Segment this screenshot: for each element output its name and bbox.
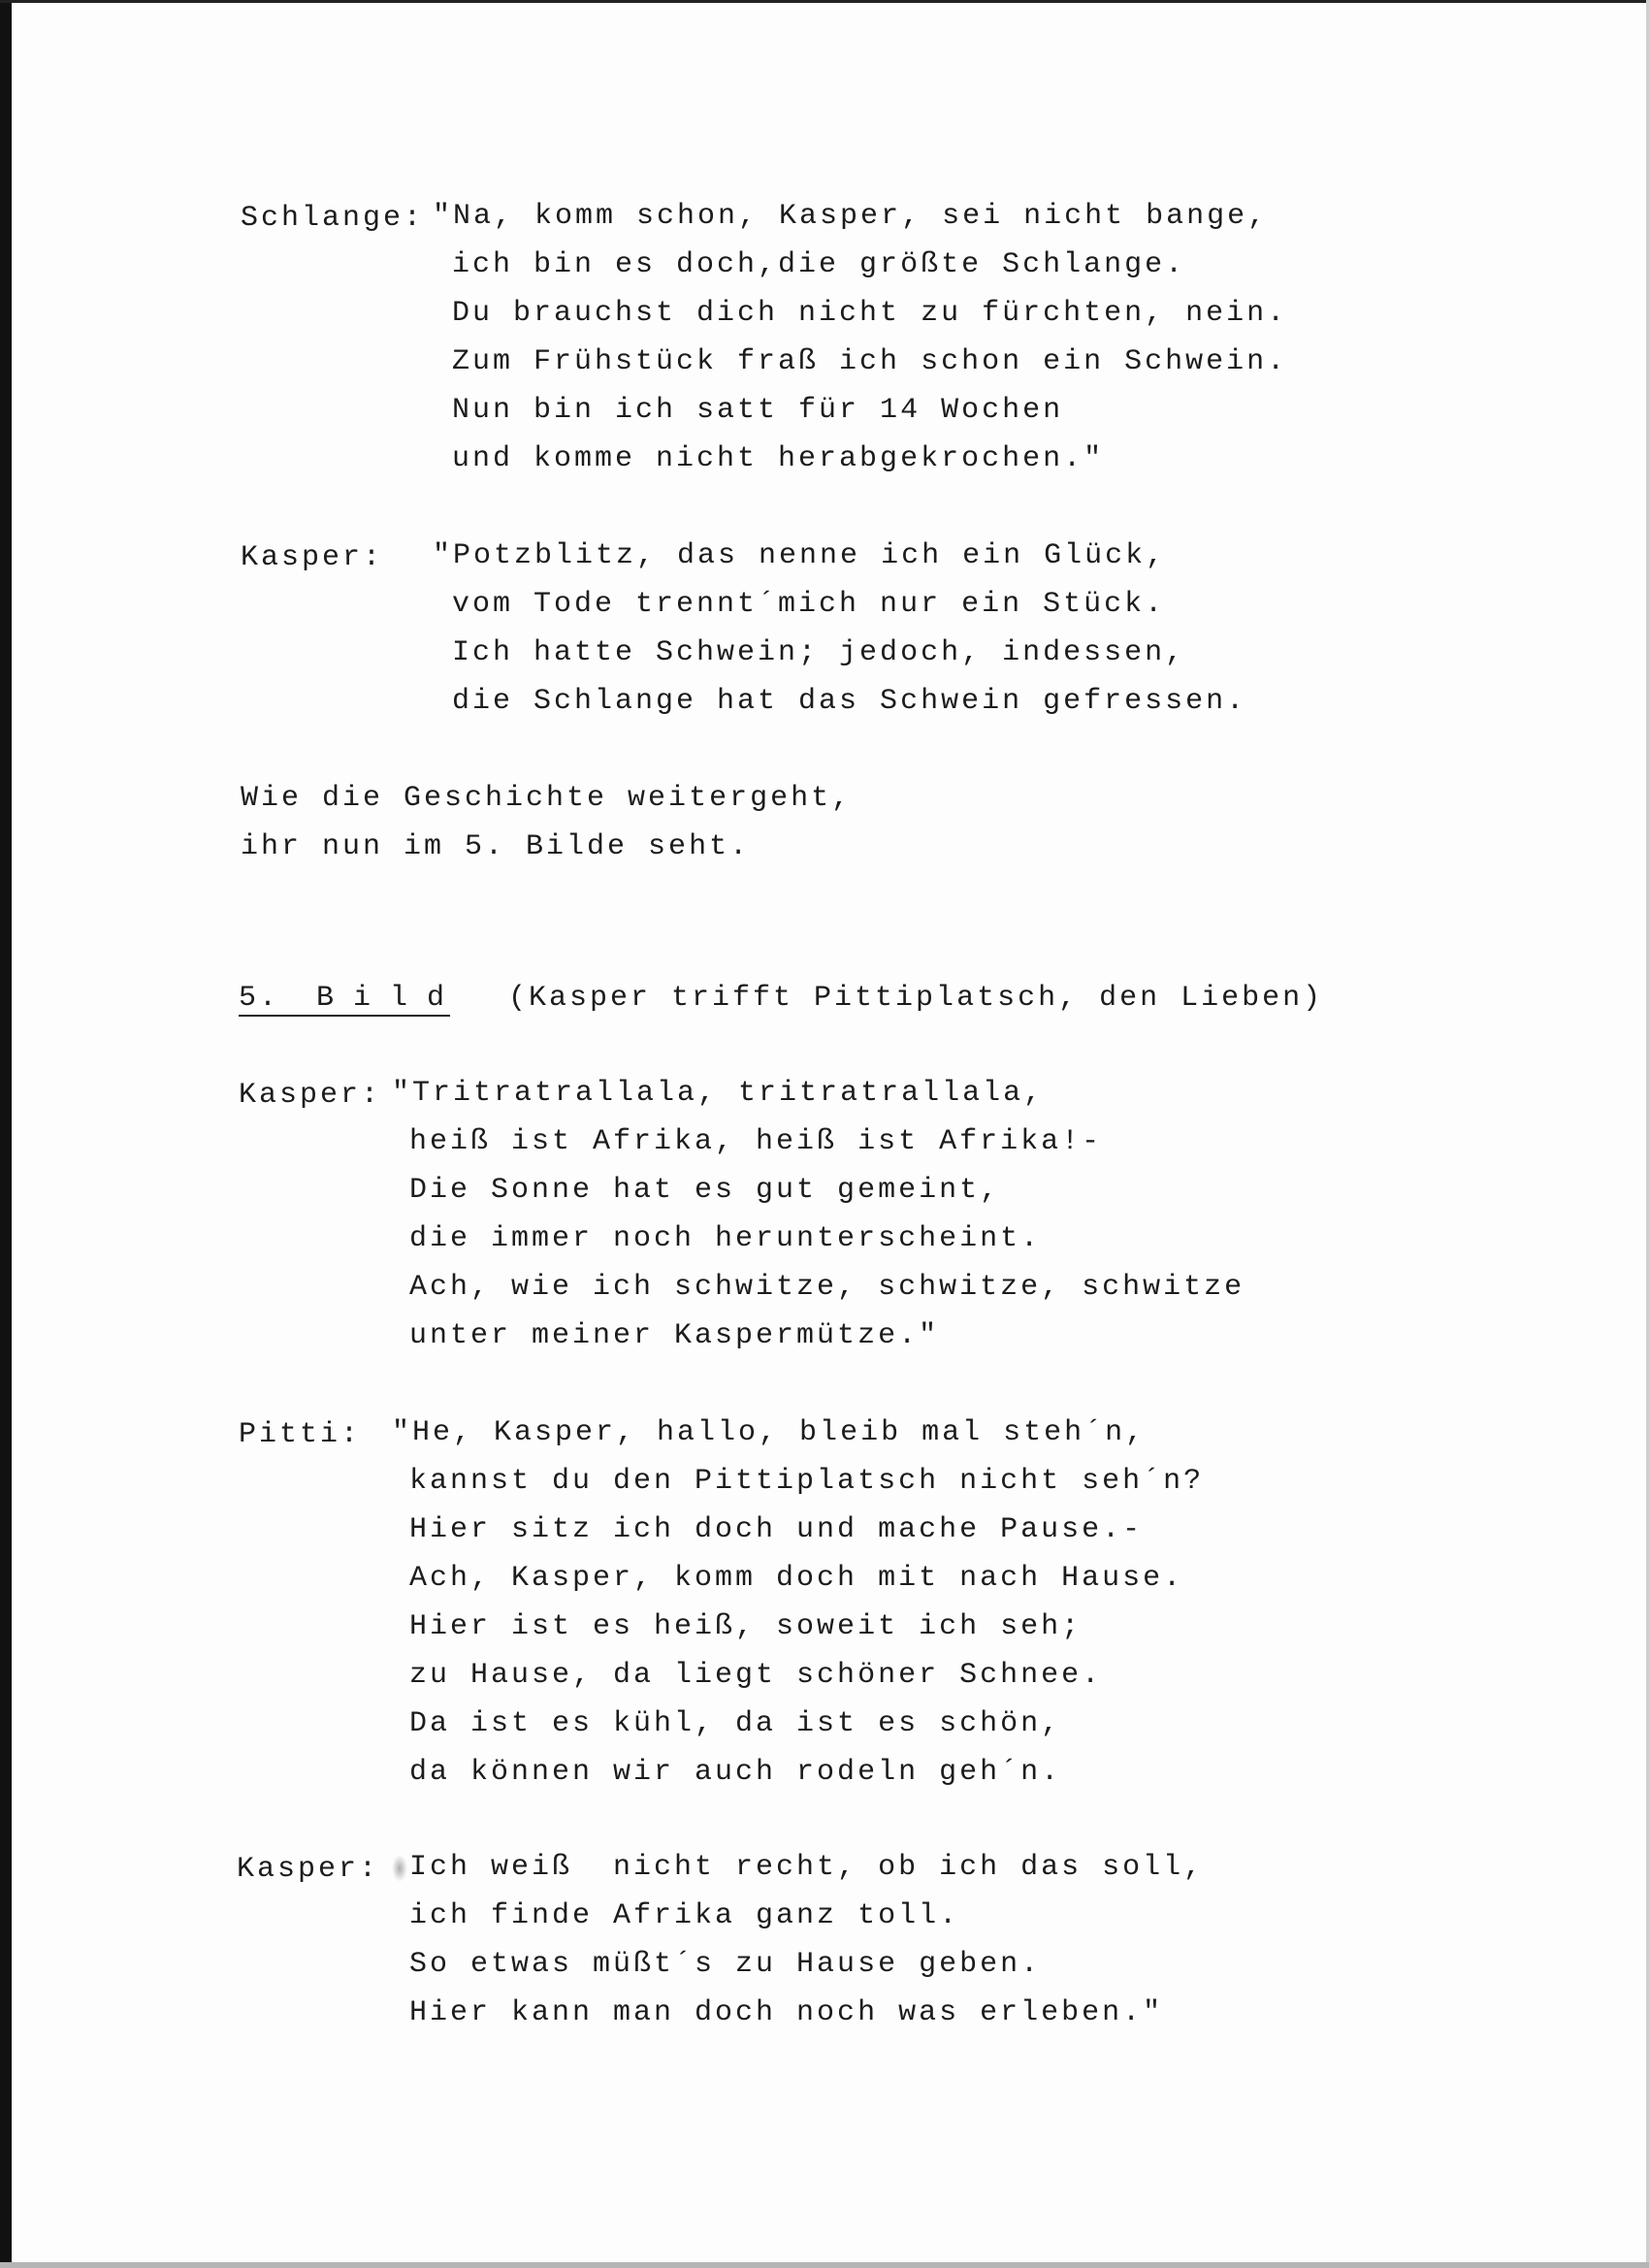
speaker-label: Kasper: [237,1853,380,1886]
heading-underline [239,1015,450,1017]
verse-line: Ich weiß nicht recht, ob ich das soll, [409,1851,1205,1884]
narration-line: ihr nun im 5. Bilde seht. [241,830,751,863]
verse-line: unter meiner Kaspermütze." [409,1319,940,1352]
verse-line: Hier ist es heiß, soweit ich seh; [409,1610,1083,1643]
verse-line: Ach, Kasper, komm doch mit nach Hause. [409,1562,1184,1595]
verse-line: Du brauchst dich nicht zu fürchten, nein. [452,297,1288,330]
verse-line: die Schlange hat das Schwein gefressen. [452,685,1247,718]
verse-line: Ach, wie ich schwitze, schwitze, schwitze [409,1271,1245,1304]
verse-line: Da ist es kühl, da ist es schön, [409,1707,1062,1740]
speaker-label: Kasper: [241,541,384,574]
verse-line: die immer noch herunterscheint. [409,1222,1042,1255]
verse-line: ich bin es doch,die größte Schlange. [452,248,1186,281]
verse-line: zu Hause, da liegt schöner Schnee. [409,1659,1103,1692]
verse-line: da können wir auch rodeln geh´n. [409,1756,1062,1789]
verse-line: Hier sitz ich doch und mache Pause.- [409,1513,1144,1546]
scene-number: 5. [239,982,280,1015]
verse-line: "He, Kasper, hallo, bleib mal steh´n, [392,1416,1147,1449]
speaker-label: Kasper: [239,1079,382,1112]
verse-line: "Potzblitz, das nenne ich ein Glück, [433,539,1167,572]
verse-line: "Tritratrallala, tritratrallala, [392,1077,1045,1110]
scene-title: Bild [316,982,465,1015]
verse-line: vom Tode trennt´mich nur ein Stück. [452,588,1166,621]
narration-line: Wie die Geschichte weitergeht, [241,782,853,815]
verse-line: So etwas müßt´s zu Hause geben. [409,1948,1042,1981]
speaker-label: Pitti: [239,1418,362,1451]
verse-line: Ich hatte Schwein; jedoch, indessen, [452,636,1186,669]
verse-line: Zum Frühstück fraß ich schon ein Schwein. [452,345,1288,378]
verse-line: und komme nicht herabgekrochen." [452,442,1105,475]
verse-line: kannst du den Pittiplatsch nicht seh´n? [409,1465,1205,1498]
verse-line: Die Sonne hat es gut gemeint, [409,1174,1001,1207]
scene-subtitle: (Kasper trifft Pittiplatsch, den Lieben) [508,982,1324,1015]
verse-line: Hier kann man doch noch was erleben." [409,1996,1164,2029]
speaker-label: Schlange: [241,202,425,235]
verse-line: "Na, komm schon, Kasper, sei nicht bange, [433,200,1269,233]
verse-line: Nun bin ich satt für 14 Wochen [452,394,1064,427]
scan-edge-left [0,0,12,2268]
ink-smudge [392,1855,407,1882]
verse-line: heiß ist Afrika, heiß ist Afrika!- [409,1125,1103,1158]
scan-edge-top [0,0,1649,3]
scan-edge-bottom [0,2262,1649,2268]
verse-line: ich finde Afrika ganz toll. [409,1899,960,1932]
